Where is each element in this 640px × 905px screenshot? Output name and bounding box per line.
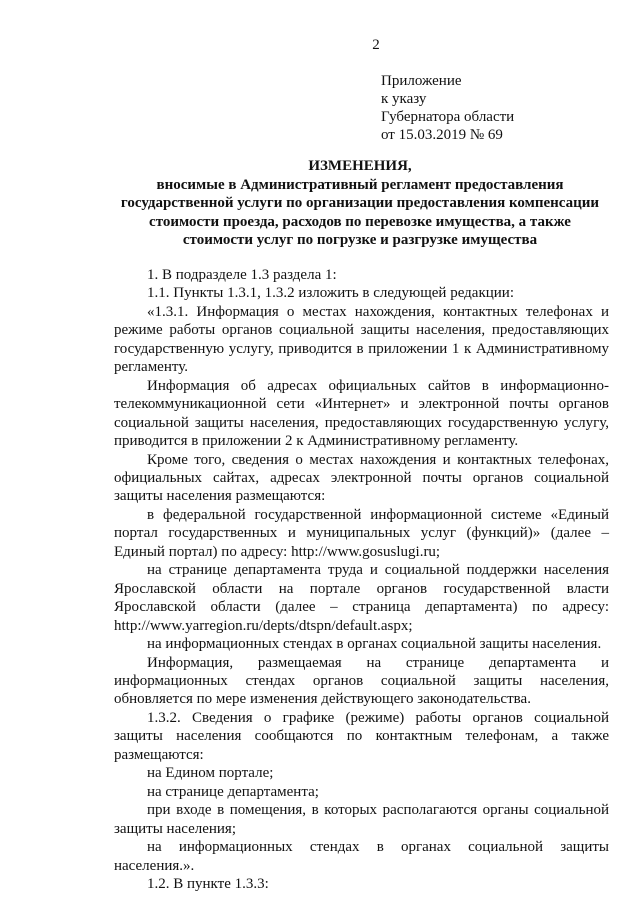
title-subtitle: вносимые в Административный регламент предоставления государственной услуги по организации предоставления компенсации стоимости проезда, расходов по перевозке имущества, а также стоимости услуг по погрузке и разгрузке имущества <box>120 176 600 248</box>
appendix-line: Губернатора области <box>381 109 515 125</box>
document-body <box>114 266 609 893</box>
document-title <box>114 157 606 250</box>
paragraph: 1. В подразделе 1.3 раздела 1: <box>147 267 337 283</box>
paragraph: Кроме того, сведения о местах нахождения и контактных телефонах, официальных сайтах, адресах электронной почты органов социальной защиты населения размещаются: <box>114 451 609 505</box>
paragraph: на информационных стендах в органах социальной защиты населения.». <box>114 839 609 874</box>
paragraph: Информация, размещаемая на странице департамента и информационных стендах органов социальной защиты населения, обновляется по мере изменения действующего законодательства. <box>114 654 609 708</box>
paragraph: 1.2. В пункте 1.3.3: <box>147 875 269 892</box>
paragraph: на информационных стендах в органах социальной защиты населения. <box>147 636 602 653</box>
paragraph: в федеральной государственной информационной системе «Единый портал государственных и муниципальных услуг (функций)» (далее – Единый портал) по адресу: http://www.gosuslugi.ru; <box>114 506 609 560</box>
paragraph: «1.3.1. Информация о местах нахождения, контактных телефонах и режиме работы органов социальной защиты населения, предоставляющих государственную услугу, приводится в приложении 1 к Административному регламенту. <box>114 303 609 376</box>
paragraph: 1.1. Пункты 1.3.1, 1.3.2 изложить в следующей редакции: <box>147 285 514 302</box>
appendix-line: Приложение <box>381 73 462 89</box>
page-number: 2 <box>372 37 380 53</box>
paragraph: при входе в помещения, в которых располагаются органы социальной защиты населения; <box>114 802 609 837</box>
appendix-line: от 15.03.2019 № 69 <box>381 127 503 143</box>
appendix-header <box>381 72 514 144</box>
appendix-line: к указу <box>381 91 427 107</box>
paragraph: Информация об адресах официальных сайтов в информационно-телекоммуникационной сети «Интернет» и электронной почты органов социальной защиты населения, предоставляющих государственную услугу, приводится в приложении 2 к Административному регламенту. <box>114 377 609 450</box>
paragraph: на странице департамента; <box>147 783 319 800</box>
paragraph: на странице департамента труда и социальной поддержки населения Ярославской области на портале органов государственной власти Ярославской области (далее – страница департамента) по адресу: http://www.yarregion.ru/depts/dtspn/default.aspx; <box>114 562 609 634</box>
paragraph: на Едином портале; <box>147 765 274 782</box>
title-main: ИЗМЕНЕНИЯ, <box>308 158 412 174</box>
paragraph: 1.3.2. Сведения о графике (режиме) работы органов социальной защиты населения сообщаются по контактным телефонам, а также размещаются: <box>114 709 609 763</box>
